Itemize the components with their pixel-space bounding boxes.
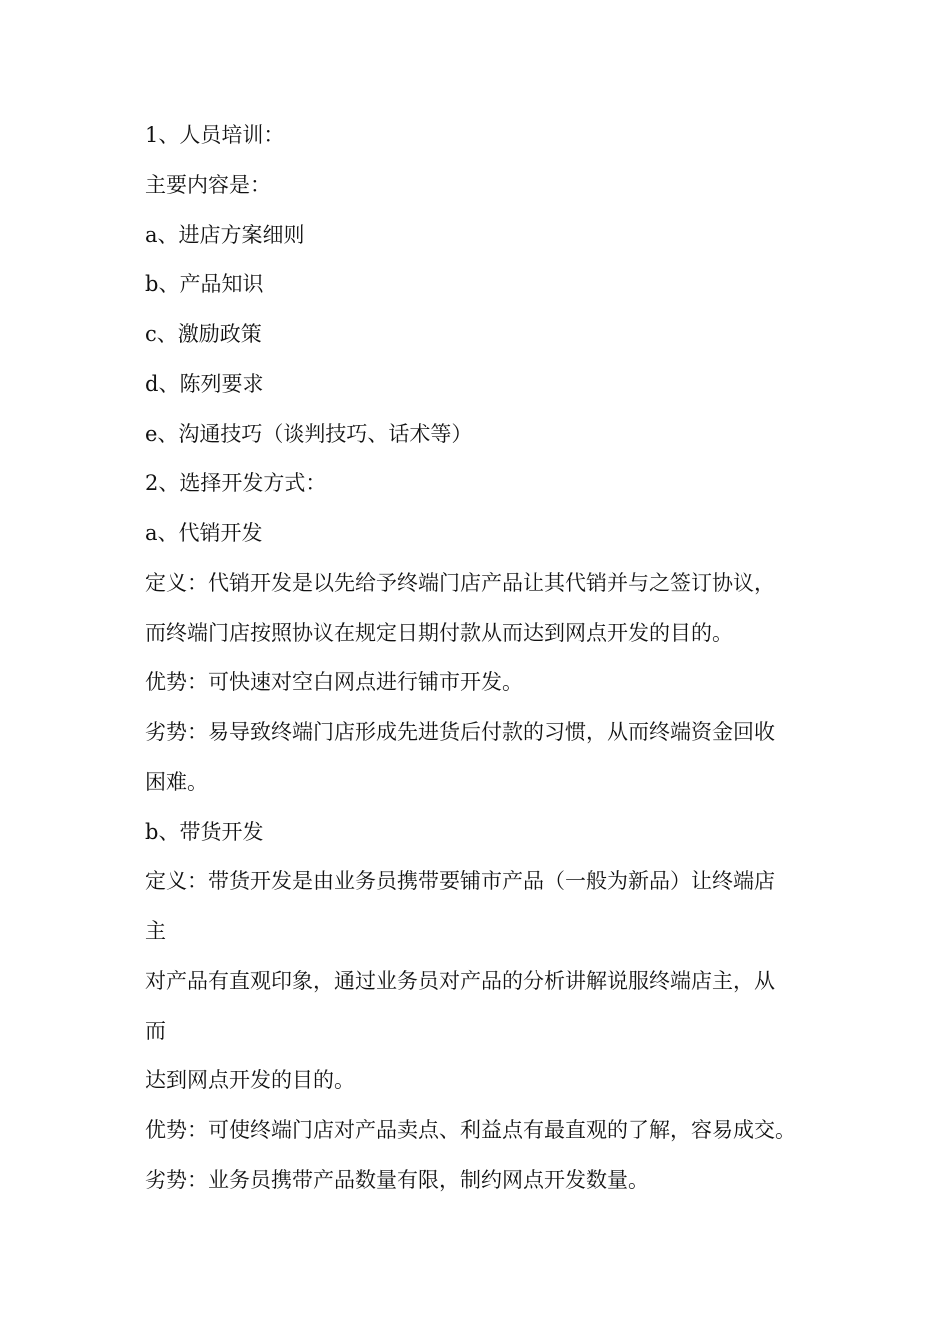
list-item-e: e、沟通技巧（谈判技巧、话术等）	[145, 421, 473, 446]
carry-goods-definition-line-3: 对产品有直观印象，通过业务员对产品的分析讲解说服终端店主，从	[145, 968, 775, 993]
carry-goods-definition-line-5: 达到网点开发的目的。	[145, 1068, 355, 1093]
consignment-advantage: 优势：可快速对空白网点进行铺市开发。	[145, 670, 523, 695]
consignment-definition-line-1: 定义：代销开发是以先给予终端门店产品让其代销并与之签订协议，	[145, 570, 775, 595]
list-item-b: b、产品知识	[145, 272, 264, 297]
list-item-c: c、激励政策	[145, 322, 262, 346]
document-body	[145, 116, 825, 1211]
carry-goods-advantage: 优势：可使终端门店对产品卖点、利益点有最直观的了解，容易成交。	[145, 1118, 796, 1142]
main-content-label: 主要内容是：	[145, 172, 271, 197]
heading-development-method: 2、选择开发方式：	[145, 471, 327, 496]
subheading-carry-goods: b、带货开发	[145, 819, 264, 844]
carry-goods-definition-line-1: 定义：带货开发是由业务员携带要铺市产品（一般为新品）让终端店	[145, 869, 775, 894]
carry-goods-definition-line-2: 主	[145, 919, 166, 943]
consignment-definition-line-2: 而终端门店按照协议在规定日期付款从而达到网点开发的目的。	[145, 620, 733, 645]
carry-goods-disadvantage: 劣势：业务员携带产品数量有限，制约网点开发数量。	[145, 1167, 649, 1192]
consignment-disadvantage-line-1: 劣势：易导致终端门店形成先进货后付款的习惯，从而终端资金回收	[145, 720, 775, 744]
carry-goods-definition-line-4: 而	[145, 1018, 166, 1043]
subheading-consignment: a、代销开发	[145, 521, 263, 545]
list-item-a: a、进店方案细则	[145, 222, 305, 247]
list-item-d: d、陈列要求	[145, 371, 264, 396]
consignment-disadvantage-line-2: 困难。	[145, 769, 208, 794]
heading-personnel-training: 1、人员培训：	[145, 123, 285, 147]
